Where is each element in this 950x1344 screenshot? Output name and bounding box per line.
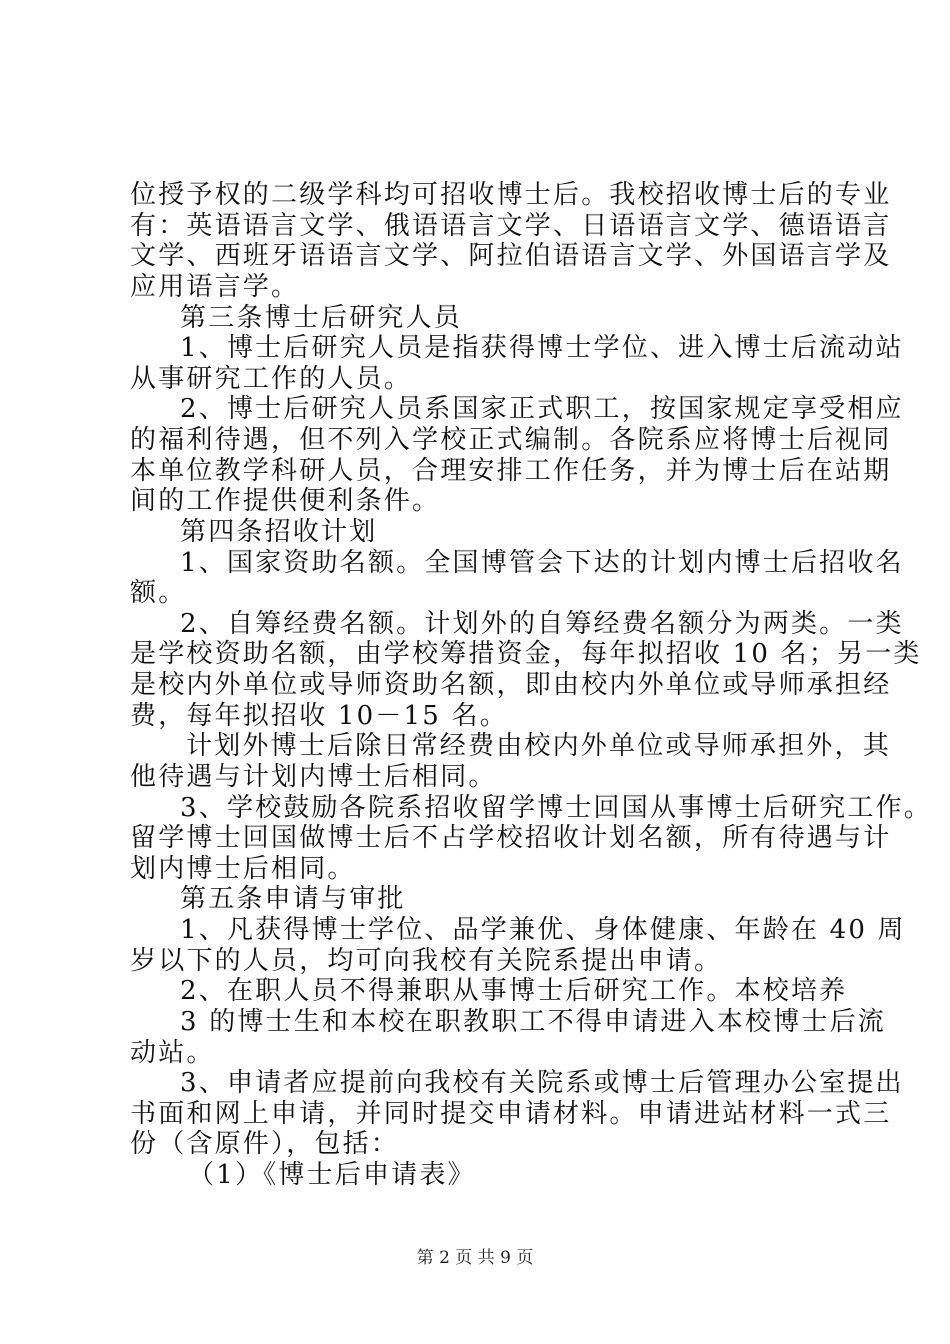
- text-line: 2、在职人员不得兼职从事博士后研究工作。本校培养: [180, 976, 848, 1006]
- text-line: 动站。: [130, 1038, 215, 1068]
- text-line: 是学校资助名额，由学校筹措资金，每年拟招收 10 名；另一类: [130, 639, 922, 669]
- list-item: （1）《博士后申请表》: [188, 1160, 476, 1190]
- page-footer: 第 2 页 共 9 页: [416, 1248, 534, 1268]
- text-line: 1、博士后研究人员是指获得博士学位、进入博士后流动站: [180, 333, 904, 363]
- section-heading: 第五条申请与审批: [180, 884, 406, 914]
- text-line: 书面和网上申请，并同时提交申请材料。申请进站材料一式三: [130, 1099, 892, 1129]
- text-line: 他待遇与计划内博士后相同。: [130, 762, 497, 792]
- text-line: 份（含原件），包括：: [130, 1129, 400, 1159]
- text-line: 1、国家资助名额。全国博管会下达的计划内博士后招收名: [180, 548, 904, 578]
- text-line: 间的工作提供便利条件。: [130, 486, 441, 516]
- text-line: 的福利待遇，但不列入学校正式编制。各院系应将博士后视同: [130, 425, 892, 455]
- text-line: 有：英语语言文学、俄语语言文学、日语语言文学、德语语言: [130, 211, 892, 241]
- text-line: 应用语言学。: [130, 272, 300, 302]
- text-line: 额。: [130, 578, 187, 608]
- text-line: 1、凡获得博士学位、品学兼优、身体健康、年龄在 40 周: [180, 915, 906, 945]
- text-line: 计划外博士后除日常经费由校内外单位或导师承担外，其: [186, 731, 892, 761]
- text-line: 本单位教学科研人员，合理安排工作任务，并为博士后在站期: [130, 456, 892, 486]
- text-line: 留学博士回国做博士后不占学校招收计划名额，所有待遇与计: [130, 823, 892, 853]
- text-line: 岁以下的人员，均可向我校有关院系提出申请。: [130, 946, 723, 976]
- section-heading: 第四条招收计划: [180, 517, 378, 547]
- text-line: 3、申请者应提前向我校有关院系或博士后管理办公室提出: [180, 1068, 904, 1098]
- text-line: 从事研究工作的人员。: [130, 364, 413, 394]
- text-line: 文学、西班牙语语言文学、阿拉伯语语言文学、外国语言学及: [130, 241, 892, 271]
- text-line: 是校内外单位或导师资助名额，即由校内外单位或导师承担经: [130, 670, 892, 700]
- text-line: 3、学校鼓励各院系招收留学博士回国从事博士后研究工作。: [180, 793, 932, 823]
- text-line: 费，每年拟招收 10－15 名。: [130, 701, 508, 731]
- text-line: 划内博士后相同。: [130, 854, 356, 884]
- text-line: 位授予权的二级学科均可招收博士后。我校招收博士后的专业: [130, 180, 892, 210]
- section-heading: 第三条博士后研究人员: [180, 303, 463, 333]
- text-line: 2、博士后研究人员系国家正式职工，按国家规定享受相应: [180, 394, 904, 424]
- text-line: 3 的博士生和本校在职教职工不得申请进入本校博士后流: [180, 1007, 887, 1037]
- text-line: 2、自筹经费名额。计划外的自筹经费名额分为两类。一类: [180, 609, 904, 639]
